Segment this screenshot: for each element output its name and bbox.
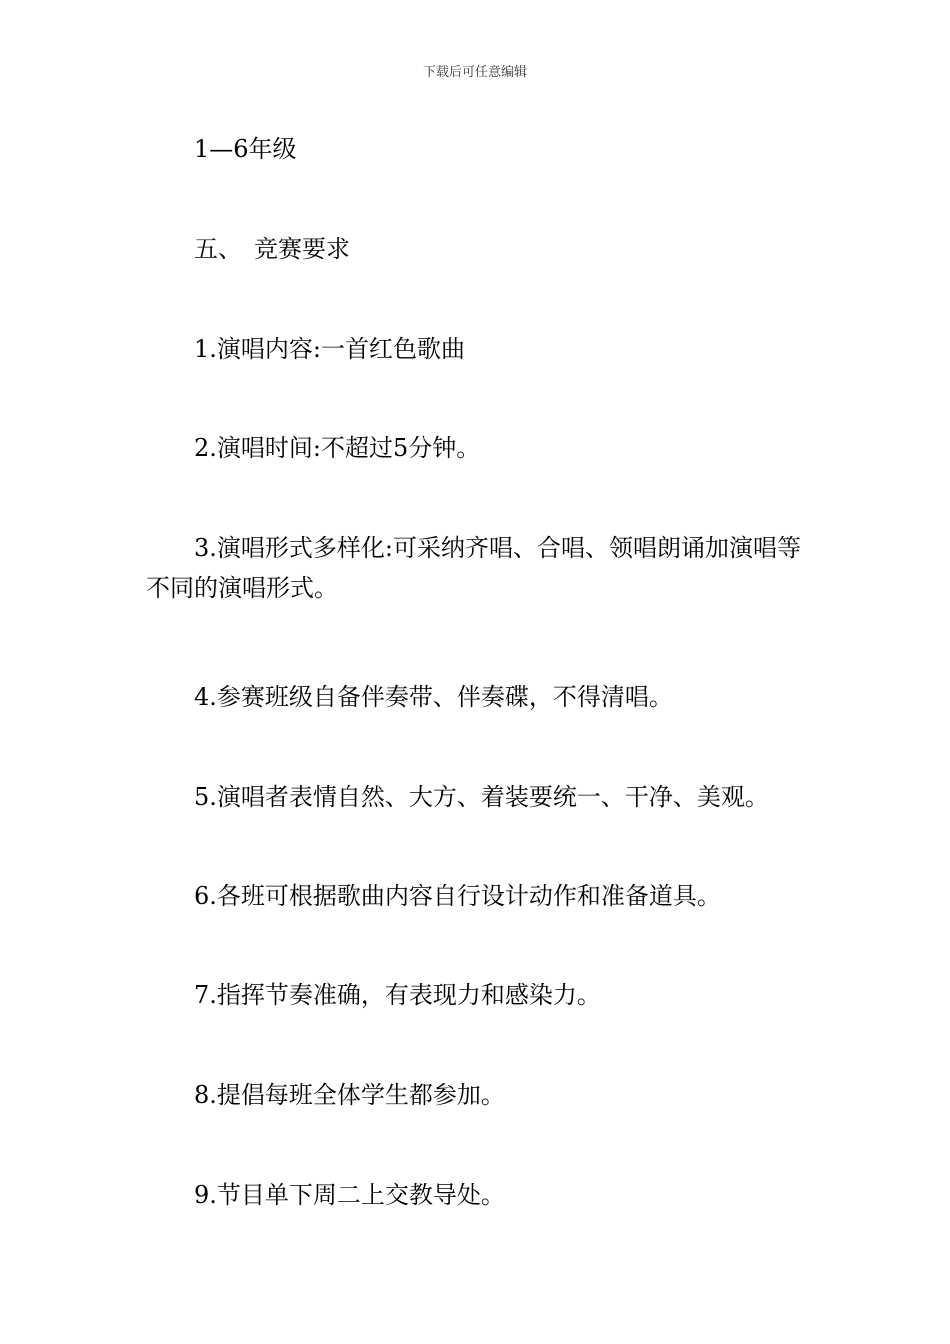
requirement-item-1: 1.演唱内容:一首红色歌曲: [194, 335, 465, 363]
requirement-item-2: 2.演唱时间:不超过5分钟。: [194, 434, 481, 462]
requirement-item-4: 4.参赛班级自备伴奏带、伴奏碟，不得清唱。: [194, 683, 673, 711]
paragraph-grade: 1—6年级: [194, 135, 297, 163]
requirement-item-3: 3.演唱形式多样化:可采纳齐唱、合唱、领唱朗诵加演唱等不同的演唱形式。: [146, 534, 801, 602]
page-header: 下载后可任意编辑: [422, 65, 527, 80]
requirement-item-8: 8.提倡每班全体学生都参加。: [194, 1081, 505, 1109]
section-heading-requirements: 五、 竞赛要求: [194, 235, 350, 263]
requirement-item-9: 9.节目单下周二上交教导处。: [194, 1181, 505, 1209]
requirement-item-6: 6.各班可根据歌曲内容自行设计动作和准备道具。: [194, 882, 721, 910]
requirement-item-7: 7.指挥节奏准确，有表现力和感染力。: [194, 981, 601, 1009]
requirement-item-5: 5.演唱者表情自然、大方、着装要统一、干净、美观。: [194, 783, 769, 811]
